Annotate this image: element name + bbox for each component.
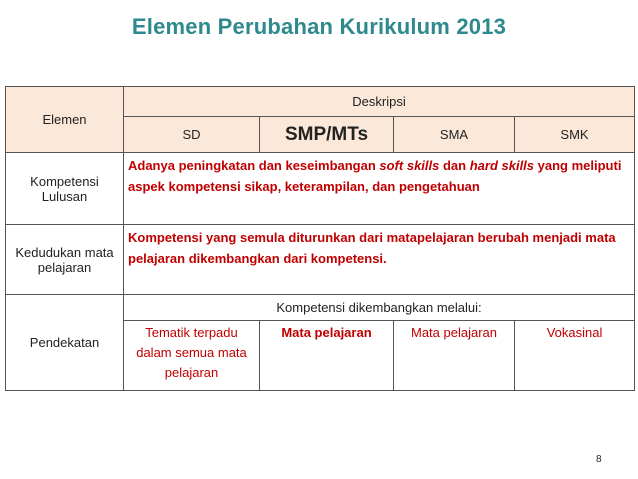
page-number: 8: [596, 454, 602, 465]
label-pendekatan: Pendekatan: [6, 295, 124, 391]
header-row-deskripsi: [6, 87, 635, 117]
pendekatan-smp: Mata pelajaran: [260, 321, 394, 391]
row-kompetensi-lulusan: [6, 153, 635, 225]
page-title: Elemen Perubahan Kurikulum 2013: [131, 14, 507, 39]
pendekatan-sd: Tematik terpadu dalam semua mata pelajaran: [124, 321, 260, 391]
soft-skills-text: soft skills: [379, 158, 440, 173]
level-sd: SD: [124, 117, 260, 153]
pendekatan-subheader: Kompetensi dikembangkan melalui:: [124, 295, 635, 321]
label-kompetensi-lulusan: Kompetensi Lulusan: [6, 153, 124, 225]
kompetensi-text-b: dan: [439, 158, 470, 173]
kedudukan-text: Kompetensi yang semula diturunkan dari matapelajaran berubah menjadi mata pelajaran dikembangkan dari kompetensi.: [124, 225, 635, 295]
level-smp-mts: SMP/MTs: [260, 117, 394, 153]
header-deskripsi: Deskripsi: [124, 87, 635, 117]
pendekatan-sma: Mata pelajaran: [394, 321, 515, 391]
kompetensi-text-c: yang meliputi aspek kompetensi sikap, keterampilan, dan pengetahuan: [128, 158, 622, 194]
kompetensi-text-a: Adanya peningkatan dan keseimbangan: [128, 158, 380, 173]
level-smk: SMK: [515, 117, 635, 153]
kompetensi-lulusan-text: [124, 153, 635, 225]
level-sma: SMA: [394, 117, 515, 153]
pendekatan-smk: Vokasinal: [515, 321, 635, 391]
row-kedudukan-mata-pelajaran: [6, 225, 635, 295]
hard-skills-text: hard skills: [469, 158, 535, 173]
header-elemen: Elemen: [6, 87, 124, 153]
curriculum-table: [5, 86, 635, 391]
row-pendekatan-subheader: [6, 295, 635, 321]
label-kedudukan-mata-pelajaran: Kedudukan mata pelajaran: [6, 225, 124, 295]
